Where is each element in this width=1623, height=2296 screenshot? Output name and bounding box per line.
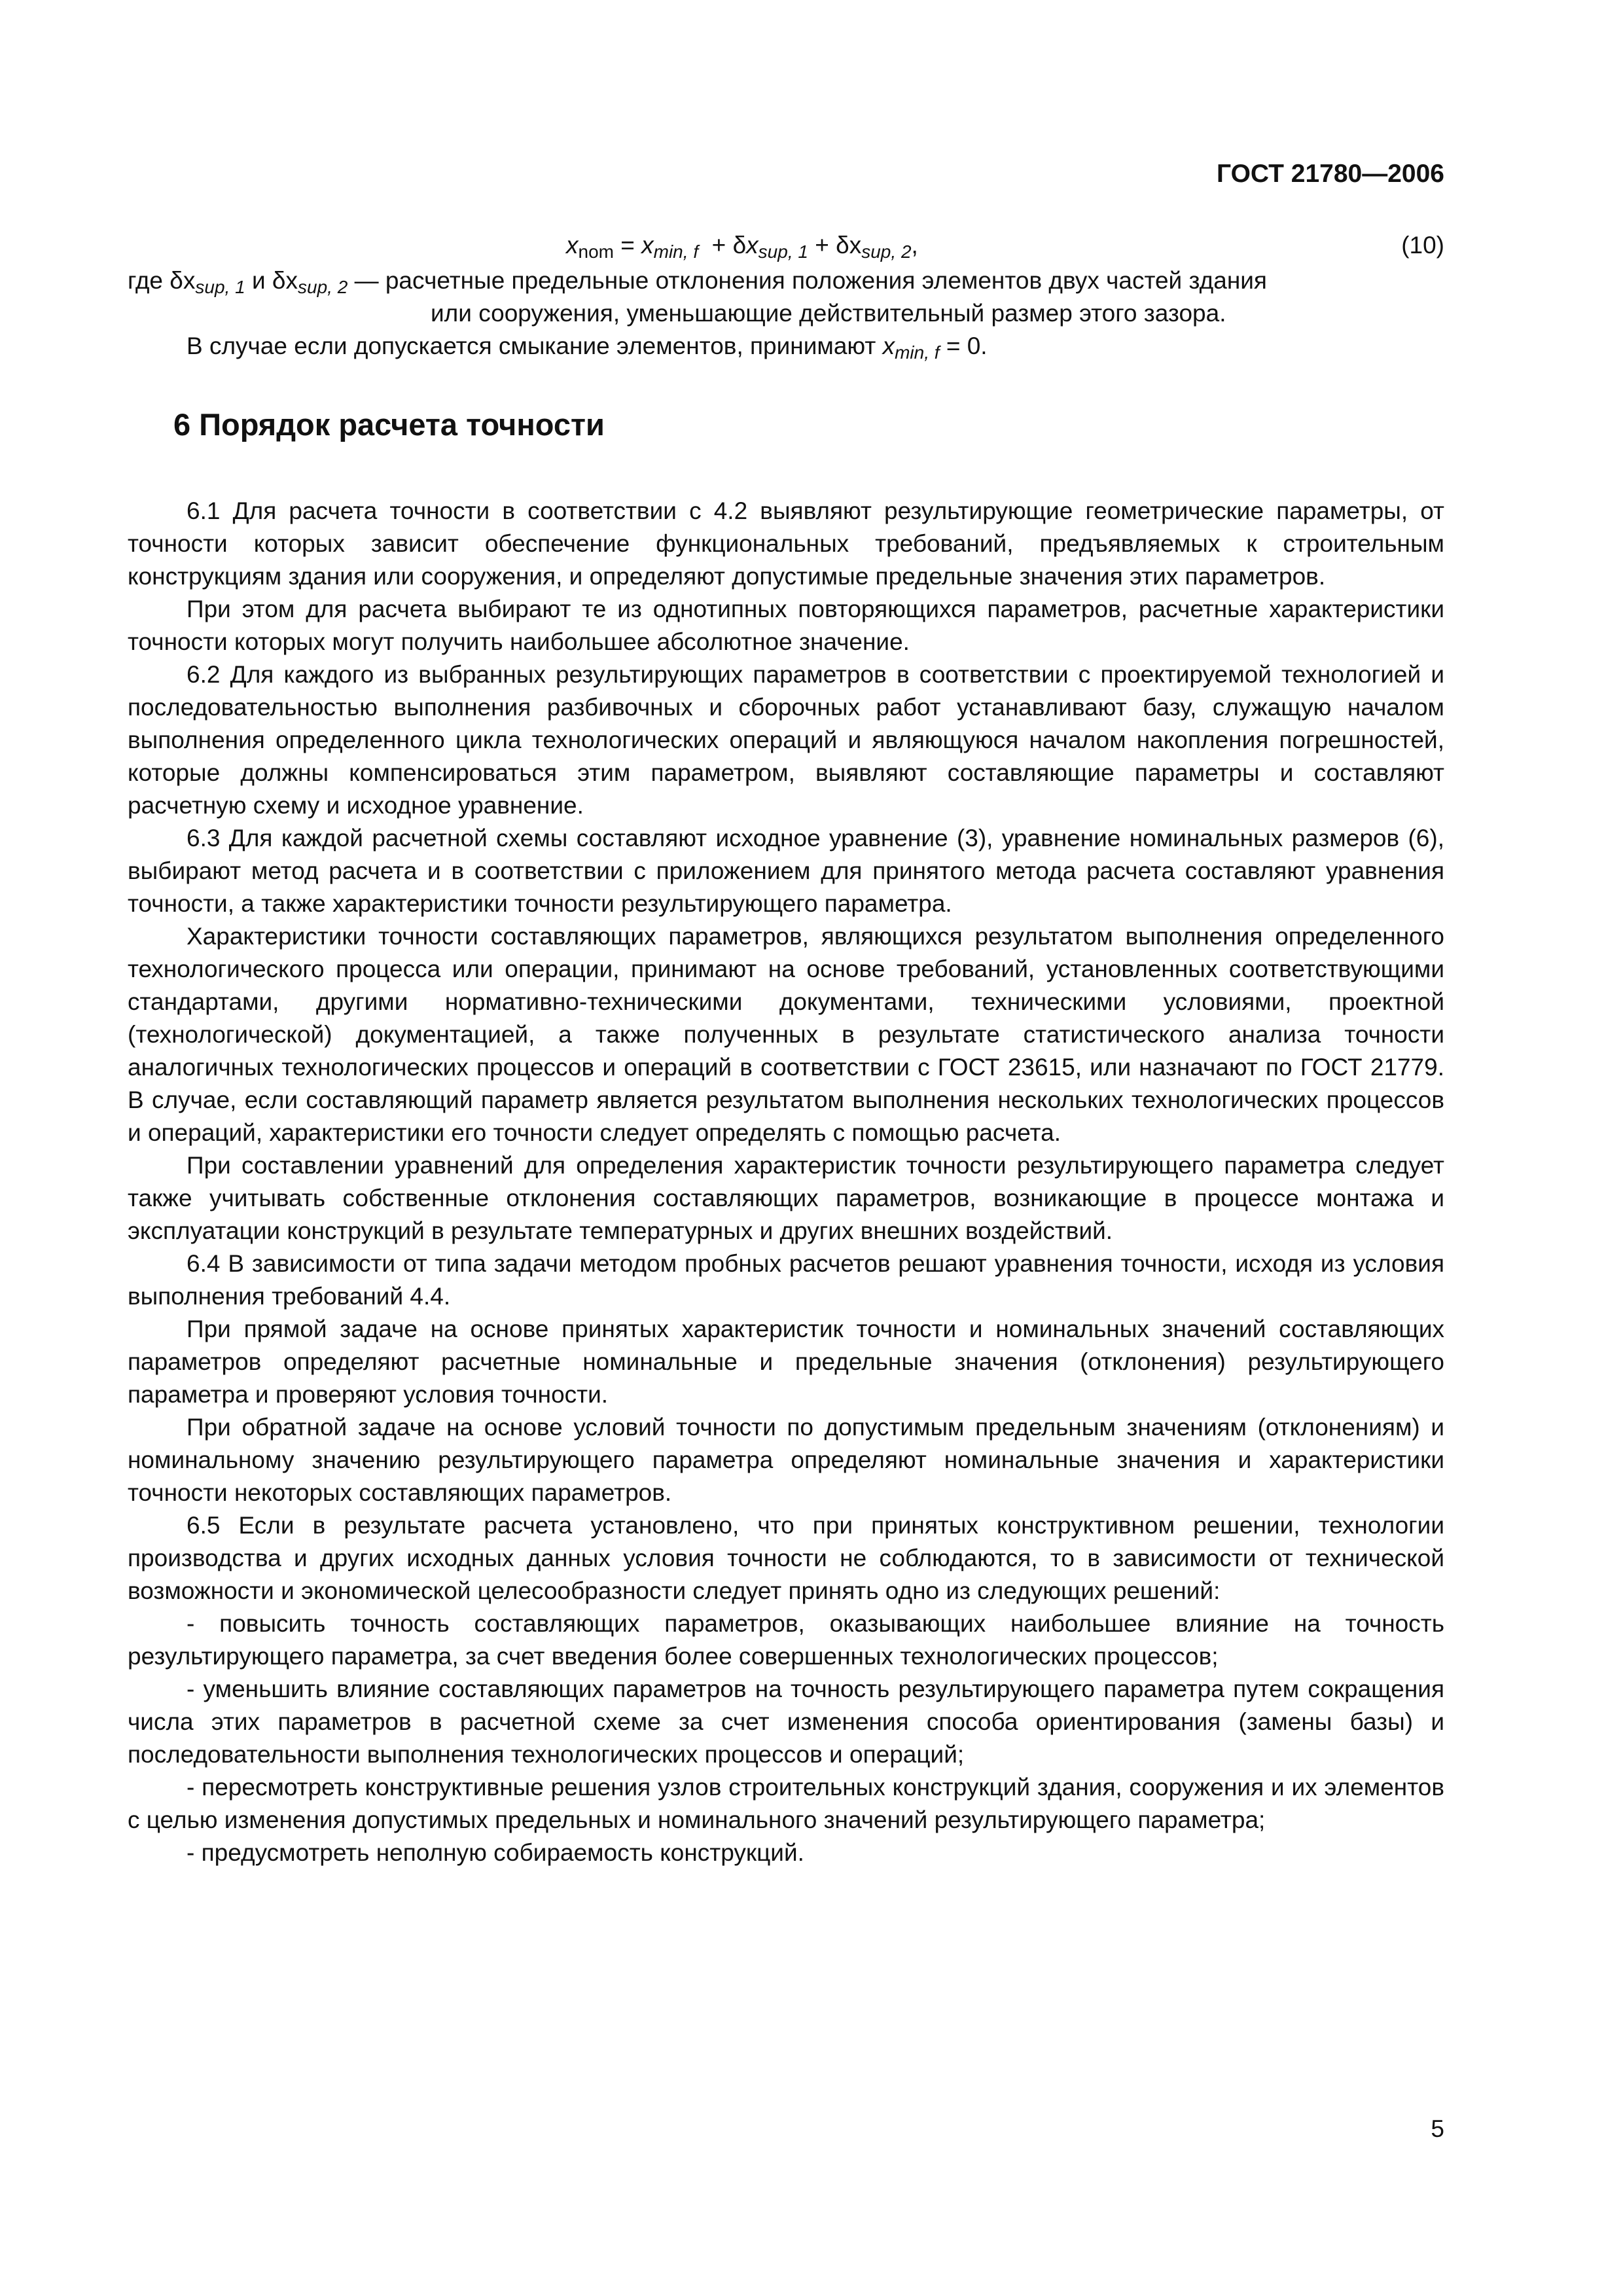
paragraph: 6.2 Для каждого из выбранных результирующих параметров в соответствии с проектируемой технологией и последовательностью выполнения разбивочных и сборочных работ устанавливают базу, служащую началом выполнения определенного цикла технологических операций и являющуюся началом накопления погрешностей, которые должны компенсироваться этим параметром, выявляют составляющие параметры и составляют расчетную схему и исходное уравнение. — [128, 661, 1444, 819]
paragraph: Характеристики точности составляющих параметров, являющихся результатом выполнения определенного технологического процесса или операции, принимают на основе требований, установленных соответствующими стандартами, другими нормативно-техническими документами, техническими условиями, проектной (технологической) документацией, а также полученных в результате статистического анализа точности аналогичных технологических процессов и операций в соответствии с ГОСТ 23615, или назначают по ГОСТ 21779. В случае, если составляющий параметр является результатом выполнения нескольких технологических процессов и операций, характеристики его точности следует определять с помощью расчета. — [128, 923, 1444, 1146]
page-number: 5 — [1431, 2115, 1444, 2142]
page-content — [128, 229, 1444, 1869]
formula-explanation: где $\delta x_{sup, 1}$ и $\delta x_{sup, 2}$ — расчетные предельные отклонения положения элементов двух частей здания — [128, 267, 1267, 297]
explanation-line-2: или сооружения, уменьшающие действительный размер этого зазора. — [431, 300, 1226, 327]
list-item: - повысить точность составляющих параметров, оказывающих наибольшее влияние на точность результирующего параметра, за счет введения более совершенных технологических процессов; — [128, 1610, 1444, 1670]
closing-sentence: В случае если допускается смыкание элементов, принимают $x_{min, f} = 0$. — [187, 332, 988, 363]
paragraph: При обратной задаче на основе условий точности по допустимым предельным значениям (отклонениям) и номинальному значению результирующего параметра определяют номинальные значения и характеристики точности некоторых составляющих параметров. — [128, 1414, 1444, 1506]
paragraph: 6.5 Если в результате расчета установлено, что при принятых конструктивном решении, технологии производства и других исходных данных условия точности не соблюдаются, то в зависимости от технической возможности и экономической целесообразности следует принять одно из следующих решений: — [128, 1512, 1444, 1604]
document-code-header: ГОСТ 21780—2006 — [1217, 160, 1444, 188]
formula-number: (10) — [1401, 232, 1444, 259]
paragraph: 6.1 Для расчета точности в соответствии с 4.2 выявляют результирующие геометрические параметры, от точности которых зависит обеспечение функциональных требований, предъявляемых к строительным конструкциям здания или сооружения, и определяют допустимые предельные значения этих параметров. — [128, 497, 1444, 590]
list-item: - предусмотреть неполную собираемость конструкций. — [187, 1839, 804, 1866]
paragraph: При этом для расчета выбирают те из однотипных повторяющихся параметров, расчетные характеристики точности которых могут получить наибольшее абсолютное значение. — [128, 596, 1444, 655]
paragraph: 6.4 В зависимости от типа задачи методом пробных расчетов решают уравнения точности, исходя из условия выполнения требований 4.4. — [128, 1250, 1444, 1310]
paragraph: При прямой задаче на основе принятых характеристик точности и номинальных значений составляющих параметров определяют расчетные номинальные и предельные значения (отклонения) результирующего параметра и проверяют условия точности. — [128, 1316, 1444, 1408]
list-item: - пересмотреть конструктивные решения узлов строительных конструкций здания, сооружения и их элементов с целью изменения допустимых предельных и номинального значений результирующего параметра; — [128, 1774, 1444, 1833]
formula-expression: $x_{nom} = x_{min, f} + \delta x_{sup, 1} + \delta x_{sup, 2}$, — [566, 232, 918, 262]
paragraph: 6.3 Для каждой расчетной схемы составляют исходное уравнение (3), уравнение номинальных размеров (6), выбирают метод расчета и в соответствии с приложением для принятого метода расчета составляют уравнения точности, а также характеристики точности результирующего параметра. — [128, 825, 1444, 917]
section-title: 6 Порядок расчета точности — [173, 407, 605, 442]
list-item: - уменьшить влияние составляющих параметров на точность результирующего параметра путем сокращения числа этих параметров в расчетной схеме за счет изменения способа ориентирования (замены базы) и последовательности выполнения технологических процессов и операций; — [128, 1676, 1444, 1768]
explanation-line-1: расчетные предельные отклонения положения элементов двух частей здания — [385, 267, 1267, 294]
formula-10 — [128, 229, 1444, 264]
paragraph: При составлении уравнений для определения характеристик точности результирующего параметра следует также учитывать собственные отклонения составляющих параметров, возникающие в процессе монтажа и эксплуатации конструкций в результате температурных и других внешних воздействий. — [128, 1152, 1444, 1244]
